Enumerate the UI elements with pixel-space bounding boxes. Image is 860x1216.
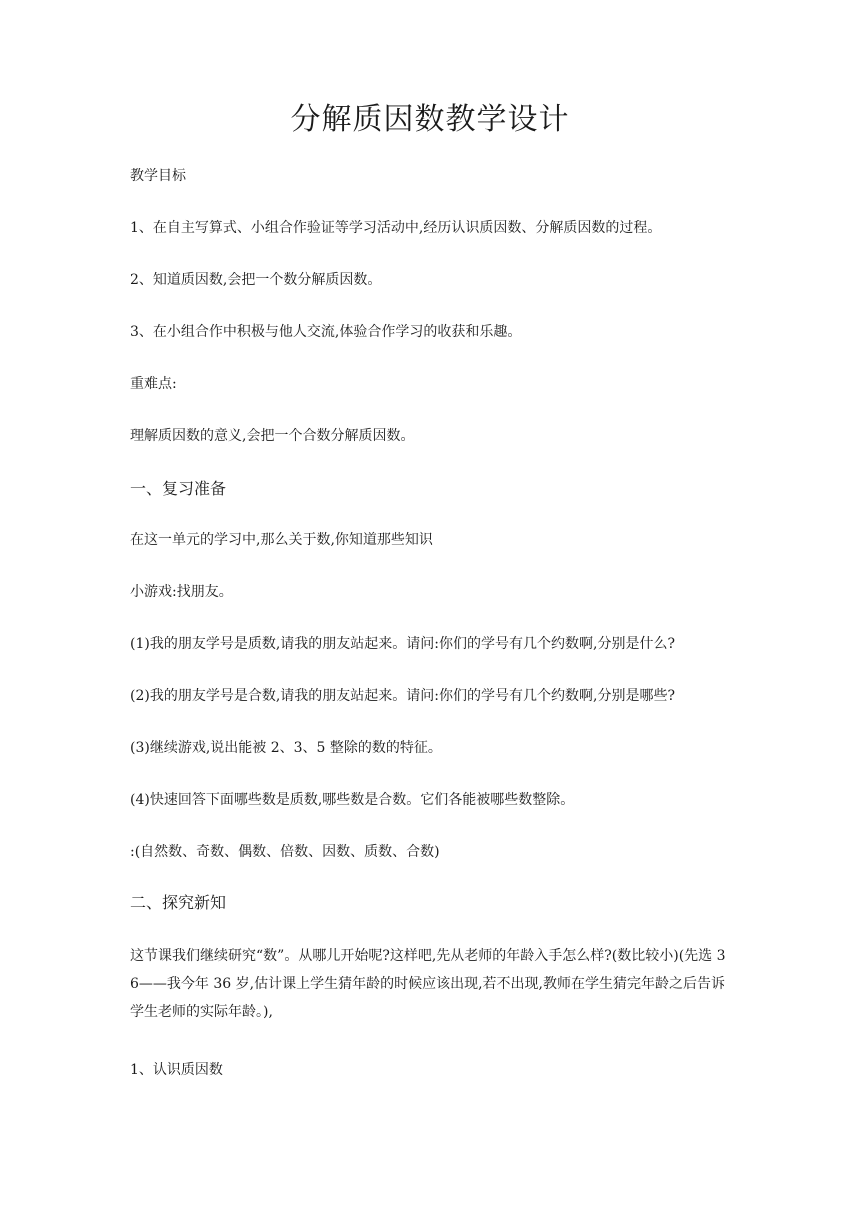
section-heading-explore: 二、探究新知 — [130, 893, 227, 912]
key-points-text: 理解质因数的意义,会把一个合数分解质因数。 — [130, 428, 415, 444]
goal-heading: 教学目标 — [130, 168, 186, 184]
key-points-heading: 重难点: — [130, 376, 177, 392]
review-game: 小游戏:找朋友。 — [130, 584, 233, 600]
goal-item-3: 3、在小组合作中积极与他人交流,体验合作学习的收获和乐趣。 — [130, 324, 522, 340]
review-summary: :(自然数、奇数、偶数、倍数、因数、质数、合数) — [130, 844, 440, 860]
review-item-2: (2)我的朋友学号是合数,请我的朋友站起来。请问:你们的学号有几个约数啊,分别是哪些? — [130, 688, 675, 704]
document-title: 分解质因数教学设计 — [290, 102, 570, 137]
section-heading-review: 一、复习准备 — [130, 479, 227, 498]
review-item-3: (3)继续游戏,说出能被 2、3、5 整除的数的特征。 — [130, 740, 442, 756]
review-item-4: (4)快速回答下面哪些数是质数,哪些数是合数。它们各能被哪些数整除。 — [130, 792, 575, 808]
explore-subheading-1: 1、认识质因数 — [130, 1062, 223, 1078]
goal-item-1: 1、在自主写算式、小组合作验证等学习活动中,经历认识质因数、分解质因数的过程。 — [130, 220, 662, 236]
goal-item-2: 2、知道质因数,会把一个数分解质因数。 — [130, 272, 382, 288]
review-item-1: (1)我的朋友学号是质数,请我的朋友站起来。请问:你们的学号有几个约数啊,分别是什么? — [130, 636, 675, 652]
explore-paragraph: 这节课我们继续研究“数”。从哪儿开始呢?这样吧,先从老师的年龄入手怎么样?(数比较小)(先选 36——我今年 36 岁,估计课上学生猜年龄的时候应该出现,若不出现,教师在学生猜完年龄之后告诉学生老师的实际年龄。), — [130, 948, 726, 1020]
review-intro: 在这一单元的学习中,那么关于数,你知道那些知识 — [130, 532, 433, 548]
